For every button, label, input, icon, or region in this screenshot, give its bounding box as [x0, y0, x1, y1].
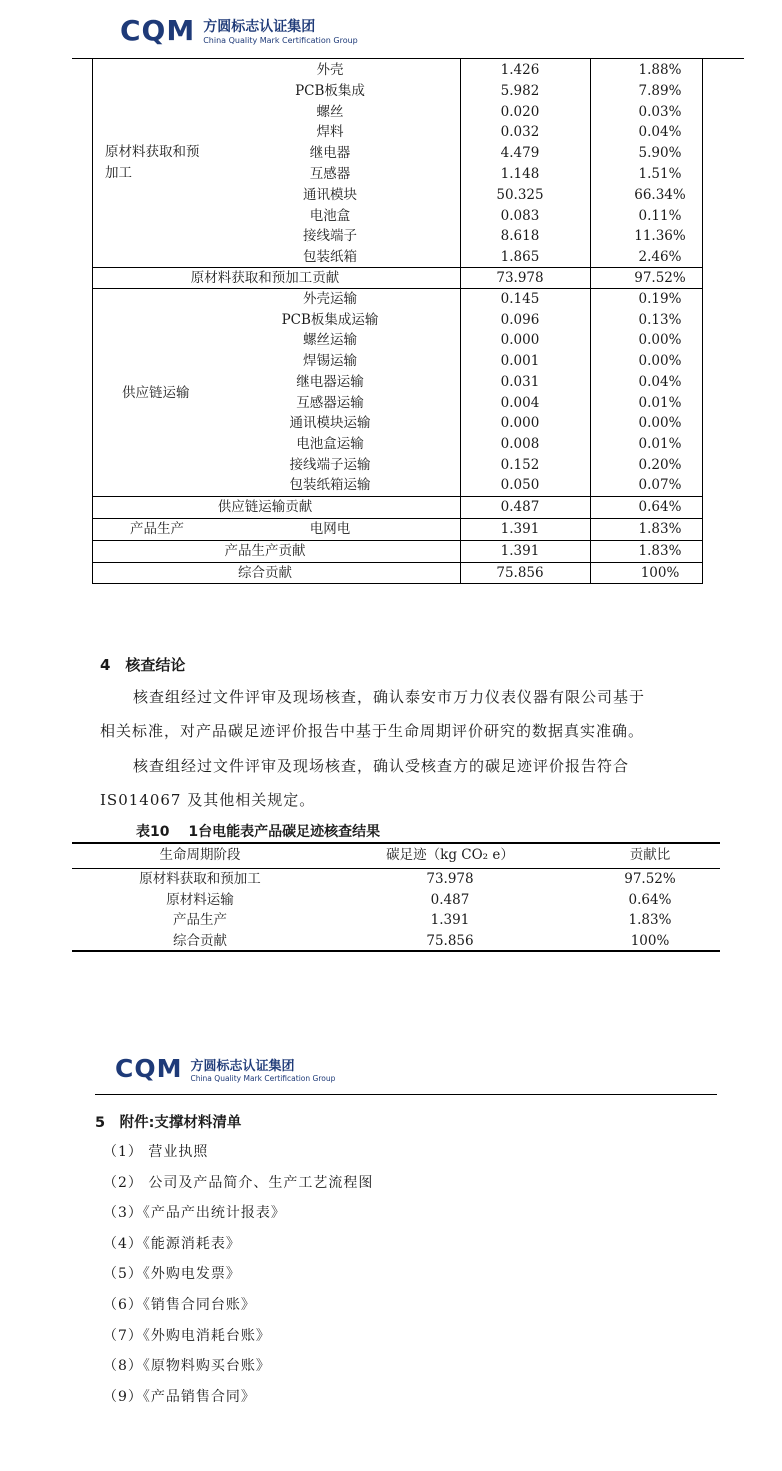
result-stage: 产品生产 — [173, 912, 227, 928]
raw-material-value: 0.083 — [500, 207, 540, 224]
header-rule — [72, 58, 744, 59]
logo-english-name: China Quality Mark Certification Group — [203, 36, 358, 45]
result-ratio: 1.83% — [628, 912, 672, 928]
supply-value: 0.000 — [500, 415, 540, 432]
raw-material-pct: 7.89% — [638, 82, 682, 99]
raw-total-label: 原材料获取和预加工贡献 — [190, 270, 340, 286]
supply-pct: 0.07% — [638, 477, 682, 494]
supply-pct: 0.04% — [638, 373, 682, 390]
table-vline — [590, 58, 591, 584]
result-stage: 综合贡献 — [173, 932, 227, 949]
raw-material-item: 电池盒 — [309, 207, 351, 224]
production-group-label: 产品生产 — [130, 521, 184, 537]
supply-total-pct: 0.64% — [638, 499, 682, 515]
table-top-rule — [72, 842, 720, 844]
section-4-para1-line2: 相关标准，对产品碳足迹评价报告中基于生命周期评价研究的数据真实准确。 — [100, 722, 645, 740]
table-vline — [92, 58, 93, 584]
logo-mark — [120, 14, 195, 47]
raw-material-value: 50.325 — [496, 186, 544, 203]
raw-material-item: 外壳 — [316, 62, 344, 78]
attachment-list-item: （9）《产品销售合同》 — [103, 1388, 256, 1405]
raw-material-value: 5.982 — [500, 82, 540, 99]
supply-total-label: 供应链运输贡献 — [217, 499, 313, 515]
attachment-list-item: （3）《产品产出统计报表》 — [103, 1205, 286, 1222]
supply-item: 电池盒运输 — [296, 435, 364, 452]
logo-english-name: China Quality Mark Certification Group — [190, 1073, 336, 1083]
result-ratio: 0.64% — [628, 891, 672, 908]
raw-material-value: 1.865 — [500, 249, 540, 266]
table-line — [92, 583, 702, 584]
supply-item: 互感器运输 — [296, 394, 364, 411]
result-footprint: 1.391 — [430, 912, 470, 928]
raw-material-pct: 66.34% — [634, 186, 686, 203]
production-total-pct: 1.83% — [638, 543, 682, 559]
production-item: 电网电 — [309, 521, 351, 537]
supply-pct: 0.19% — [638, 291, 682, 307]
raw-material-item: 继电器 — [309, 145, 351, 162]
header-stage: 生命周期阶段 — [159, 847, 241, 863]
raw-material-pct: 5.90% — [638, 145, 682, 162]
result-ratio: 100% — [630, 932, 670, 949]
attachment-list-item: （2） 公司及产品简介、生产工艺流程图 — [103, 1174, 374, 1191]
production-total-value: 1.391 — [500, 543, 540, 559]
attachment-list-item: （6）《销售合同台账》 — [103, 1297, 256, 1313]
supply-item: 通讯模块运输 — [289, 415, 371, 432]
supply-pct: 0.00% — [638, 332, 682, 349]
supply-pct: 0.01% — [638, 435, 682, 452]
logo-chinese-name: 方圆标志认证集团 — [190, 1058, 295, 1074]
grand-total-pct: 100% — [640, 565, 680, 581]
result-footprint: 73.978 — [426, 871, 474, 887]
result-stage: 原材料运输 — [166, 891, 234, 908]
supply-item: PCB板集成运输 — [281, 311, 379, 328]
raw-group-line2: 加工 — [105, 165, 132, 181]
supply-value: 0.001 — [500, 353, 540, 370]
raw-material-pct: 11.36% — [634, 228, 686, 245]
supply-value: 0.145 — [500, 291, 540, 307]
attachment-list-item: （1） 营业执照 — [103, 1144, 209, 1160]
section-5-heading: 5 附件:支撑材料清单 — [95, 1115, 242, 1131]
result-footprint: 75.856 — [426, 932, 474, 949]
supply-value: 0.152 — [500, 456, 540, 473]
supply-item: 外壳运输 — [303, 291, 357, 307]
supply-pct: 0.00% — [638, 415, 682, 432]
supply-value: 0.031 — [500, 373, 540, 390]
raw-material-item: 包装纸箱 — [303, 249, 357, 266]
supply-total-value: 0.487 — [500, 499, 540, 515]
section-4-para1-line1: 核查组经过文件评审及现场核查，确认泰安市万力仪表仪器有限公司基于 — [133, 688, 646, 706]
raw-material-value: 0.020 — [500, 103, 540, 120]
raw-material-value: 1.148 — [500, 166, 540, 182]
supply-item: 焊锡运输 — [303, 353, 357, 370]
attachment-list-item: （4）《能源消耗表》 — [103, 1235, 241, 1252]
attachment-list-item: （7）《外购电消耗台账》 — [103, 1327, 271, 1344]
raw-material-value: 8.618 — [500, 228, 540, 245]
logo-mark-text: CQM — [115, 1054, 183, 1083]
supply-pct: 0.20% — [638, 456, 682, 473]
grand-total-label: 综合贡献 — [238, 565, 292, 581]
supply-pct: 0.13% — [638, 311, 682, 328]
raw-material-group-label — [105, 142, 200, 184]
supply-value: 0.096 — [500, 311, 540, 328]
result-footprint: 0.487 — [430, 891, 470, 908]
logo-chinese-name: 方圆标志认证集团 — [203, 19, 316, 35]
header-footprint: 碳足迹（kg CO₂ e） — [386, 847, 514, 863]
grand-total-value: 75.856 — [496, 565, 544, 581]
supply-item: 螺丝运输 — [303, 332, 357, 349]
raw-material-item: PCB板集成 — [295, 82, 365, 99]
logo-mark — [115, 1054, 182, 1083]
raw-material-pct: 1.88% — [638, 62, 682, 78]
raw-material-item: 螺丝 — [316, 103, 344, 120]
production-value: 1.391 — [500, 521, 540, 537]
supply-item: 包装纸箱运输 — [289, 477, 371, 494]
supply-pct: 0.01% — [638, 394, 682, 411]
raw-material-item: 接线端子 — [303, 228, 357, 245]
raw-group-line1: 原材料获取和预 — [105, 144, 200, 160]
supply-item: 继电器运输 — [296, 373, 364, 390]
logo-mark-text: CQM — [120, 14, 196, 47]
table-10-caption: 表10 1台电能表产品碳足迹核查结果 — [136, 824, 381, 840]
attachment-list-item: （5）《外购电发票》 — [103, 1266, 241, 1283]
supply-value: 0.004 — [500, 394, 540, 411]
section-4-para2-line1: 核查组经过文件评审及现场核查，确认受核查方的碳足迹评价报告符合 — [133, 757, 630, 775]
table-vline — [460, 58, 461, 584]
raw-total-pct: 97.52% — [634, 270, 686, 286]
raw-material-pct: 0.03% — [638, 103, 682, 120]
attachment-list-item: （8）《原物料购买台账》 — [103, 1358, 271, 1375]
production-total-label: 产品生产贡献 — [224, 543, 306, 559]
raw-material-pct: 0.04% — [638, 124, 682, 141]
supply-value: 0.008 — [500, 435, 540, 452]
raw-material-pct: 0.11% — [638, 207, 682, 224]
company-logo — [120, 14, 358, 47]
company-logo-2 — [115, 1054, 335, 1083]
supply-pct: 0.00% — [638, 353, 682, 370]
raw-material-value: 1.426 — [500, 62, 540, 78]
raw-total-value: 73.978 — [496, 270, 544, 286]
raw-material-value: 0.032 — [500, 124, 540, 141]
raw-material-item: 焊料 — [316, 124, 344, 141]
supply-value: 0.050 — [500, 477, 540, 494]
supply-group-label: 供应链运输 — [122, 385, 190, 401]
result-ratio: 97.52% — [624, 871, 676, 887]
raw-material-pct: 1.51% — [638, 166, 682, 182]
production-pct: 1.83% — [638, 521, 682, 537]
section-4-heading: 4 核查结论 — [100, 656, 186, 674]
supply-value: 0.000 — [500, 332, 540, 349]
raw-material-value: 4.479 — [500, 145, 540, 162]
header-rule-2 — [95, 1094, 717, 1095]
raw-material-item: 互感器 — [309, 166, 351, 182]
raw-material-pct: 2.46% — [638, 249, 682, 266]
raw-material-item: 通讯模块 — [303, 186, 357, 203]
result-stage: 原材料获取和预加工 — [139, 871, 261, 887]
table-vline — [702, 58, 703, 584]
section-4-para2-line2: IS014067 及其他相关规定。 — [100, 791, 316, 809]
table-bottom-rule — [72, 950, 720, 952]
supply-item: 接线端子运输 — [289, 456, 371, 473]
header-ratio: 贡献比 — [629, 847, 671, 863]
